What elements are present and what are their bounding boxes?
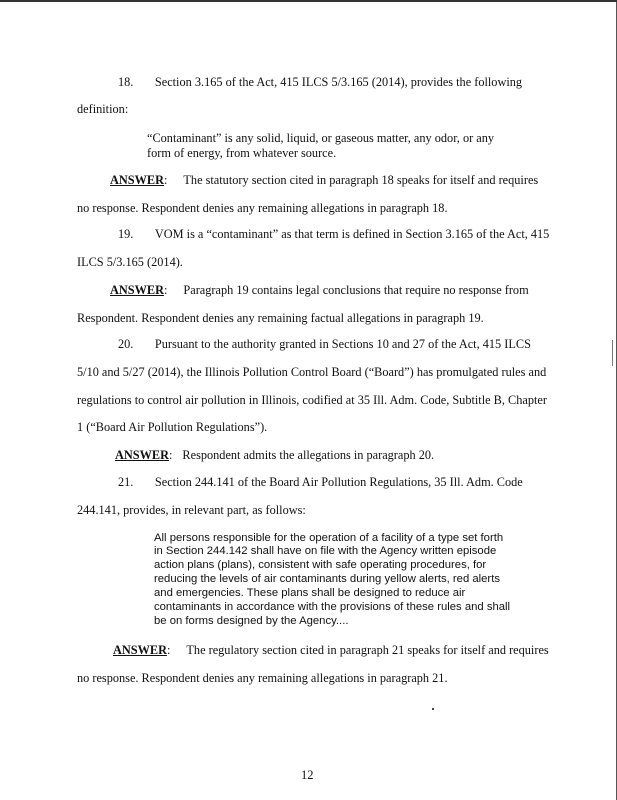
quote-21-line-1: All persons responsible for the operation of a facility of a type set forth — [154, 532, 504, 544]
answer-label: ANSWER — [110, 173, 164, 187]
answer-19-line-1 — [110, 283, 529, 297]
answer-20-line-1 — [115, 448, 434, 462]
paragraph-20-line-4: 1 (“Board Air Pollution Regulations”). — [77, 420, 268, 434]
quote-21-line-2: in Section 244.142 shall have on file with the Agency written episode — [154, 545, 497, 557]
quote-21-line-7: be on forms designed by the Agency.... — [154, 615, 349, 627]
answer-label: ANSWER — [113, 643, 167, 657]
margin-mark — [612, 340, 613, 366]
quote-21-line-5: and emergencies. These plans shall be designed to reduce air — [154, 587, 466, 599]
answer-colon: : — [166, 643, 171, 657]
answer-19-text: Paragraph 19 contains legal conclusions that require no response from — [183, 283, 529, 297]
paragraph-19-line-1: 19. VOM is a “contaminant” as that term is defined in Section 3.165 of the Act, 415 — [118, 227, 550, 241]
answer-21-line-2: no response. Respondent denies any remaining allegations in paragraph 21. — [77, 671, 448, 685]
quote-21-line-6: contaminants in accordance with the provisions of these rules and shall — [154, 601, 511, 613]
page-number: 12 — [301, 768, 314, 782]
answer-label: ANSWER — [115, 448, 169, 462]
answer-label: ANSWER — [110, 283, 164, 297]
paragraph-20-line-3: regulations to control air pollution in Illinois, codified at 35 Ill. Adm. Code, Subtitle B, Chapter — [77, 393, 547, 407]
answer-colon: : — [168, 448, 173, 462]
scan-speck — [432, 708, 434, 710]
answer-colon: : — [163, 173, 168, 187]
answer-21-text: The regulatory section cited in paragraph 21 speaks for itself and requires — [186, 643, 549, 657]
answer-21-line-1 — [113, 643, 549, 657]
answer-18-line-2: no response. Respondent denies any remaining allegations in paragraph 18. — [77, 201, 448, 215]
paragraph-20-line-2: 5/10 and 5/27 (2014), the Illinois Pollution Control Board (“Board”) has promulgated rules and — [77, 365, 547, 379]
quote-18-line-1: “Contaminant” is any solid, liquid, or gaseous matter, any odor, or any — [147, 131, 495, 145]
paragraph-18-line-1: 18. Section 3.165 of the Act, 415 ILCS 5/3.165 (2014), provides the following — [118, 75, 523, 89]
top-border — [0, 0, 617, 2]
quote-21-line-4: reducing the levels of air contaminants during yellow alerts, red alerts — [154, 573, 500, 585]
quote-18-line-2: form of energy, from whatever source. — [147, 146, 337, 160]
paragraph-21-line-1: 21. Section 244.141 of the Board Air Pollution Regulations, 35 Ill. Adm. Code — [118, 475, 523, 489]
paragraph-19-line-2: ILCS 5/3.165 (2014). — [77, 255, 183, 269]
paragraph-18-line-2: definition: — [77, 102, 129, 116]
quote-21-line-3: action plans (plans), consistent with safe operating procedures, for — [154, 559, 487, 571]
paragraph-20-line-1: 20. Pursuant to the authority granted in Sections 10 and 27 of the Act, 415 ILCS — [118, 337, 531, 351]
answer-20-text: Respondent admits the allegations in paragraph 20. — [182, 448, 435, 462]
answer-colon: : — [163, 283, 168, 297]
answer-18-text: The statutory section cited in paragraph 18 speaks for itself and requires — [183, 173, 539, 187]
paragraph-21-line-2: 244.141, provides, in relevant part, as follows: — [77, 503, 306, 517]
answer-19-line-2: Respondent. Respondent denies any remaining factual allegations in paragraph 19. — [77, 311, 484, 325]
answer-18-line-1 — [110, 173, 538, 187]
